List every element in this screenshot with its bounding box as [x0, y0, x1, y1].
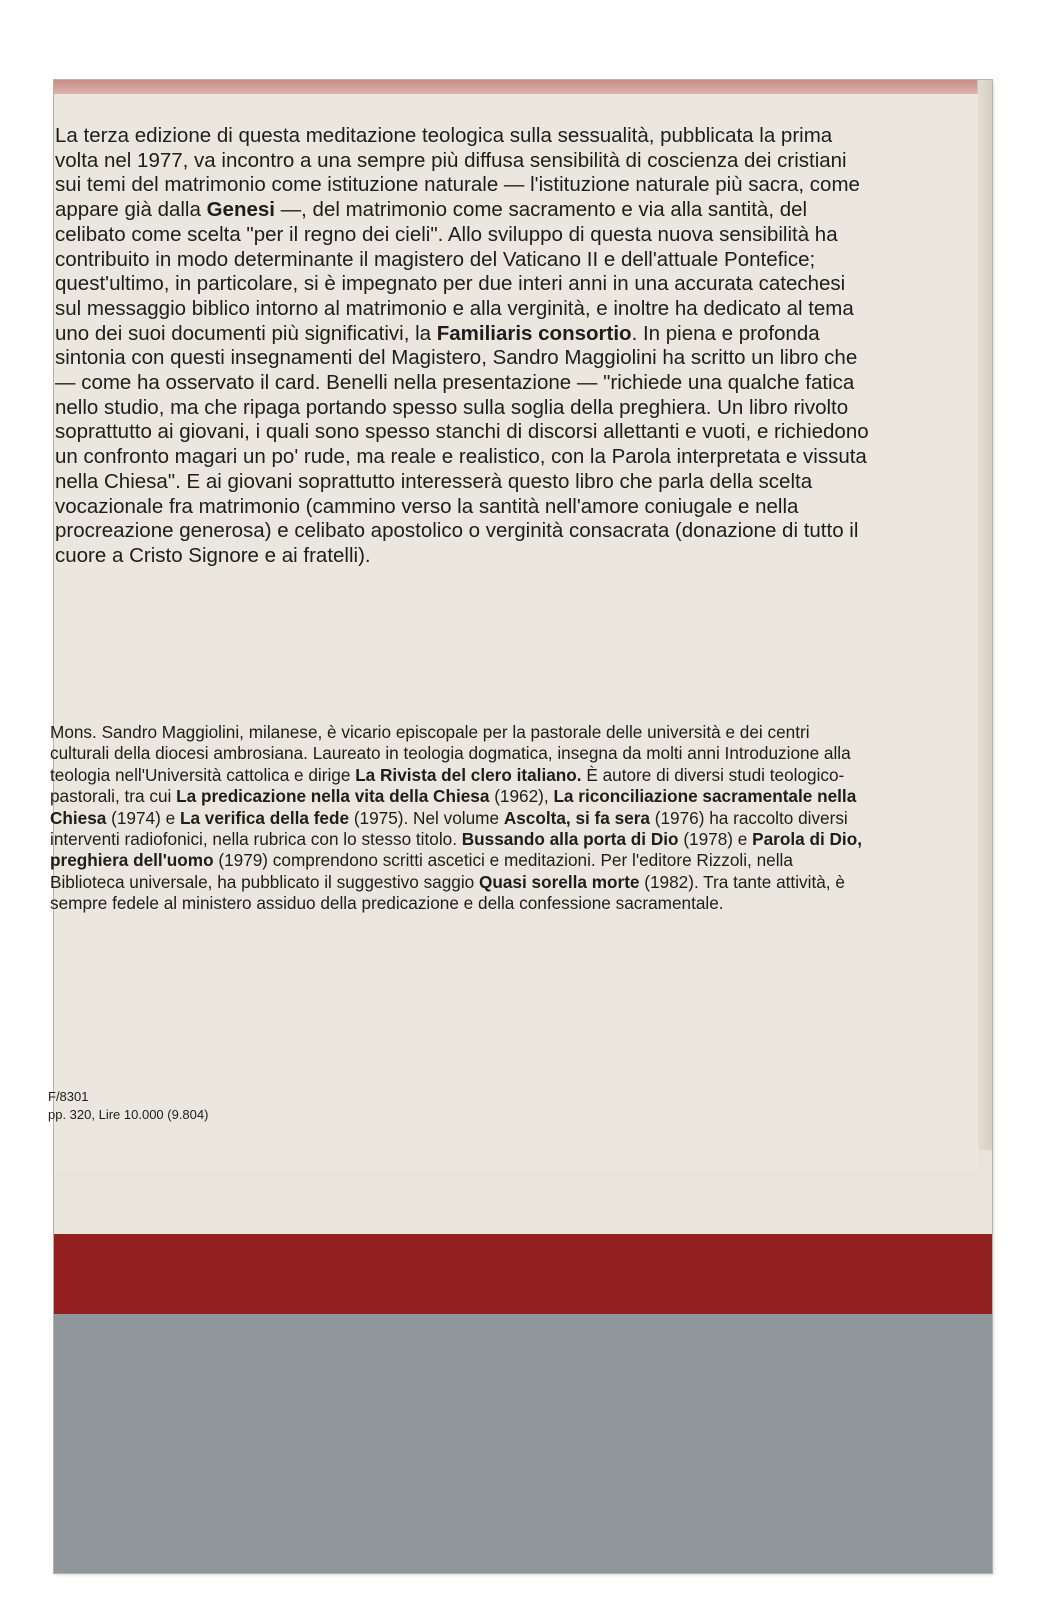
synopsis-text: [55, 124, 870, 569]
bio-part-5: (1975). Nel volume: [349, 807, 504, 828]
bio-title-8: Quasi sorella morte: [479, 871, 640, 892]
bio-part-4: (1974) e: [106, 807, 180, 828]
author-bio: [50, 722, 870, 915]
red-color-band: [54, 1234, 992, 1314]
price-line: pp. 320, Lire 10.000 (9.804): [48, 1107, 209, 1122]
bio-part-6: (1976) ha raccolto diversi interventi radiofonici, nella rubrica con lo stesso titolo.: [50, 807, 848, 850]
synopsis-part-3: . In piena e profonda sintonia con questi insegnamenti del Magistero, Sandro Maggiolini ha scritto un libro che — come ha osservato il card. Benelli nella presentazione — "richiede una qualche fatica nello studio, ma che ripaga portando spesso sulla soglia della preghiera. Un libro rivolto soprattutto ai giovani, i quali sono spesso stanchi di discorsi allettanti e vuoti, e richiedono un confronto magari un po' rude, ma reale e realistico, con la Parola interpretata e vissuta nella Chiesa". E ai giovani soprattutto interesserà questo libro che parla della scelta vocazionale fra matrimonio (cammino verso la santità nell'amore coniugale e nella procreazione generosa) e celibato apostolico o verginità consacrata (donazione di tutto il cuore a Cristo Signore e ai fratelli).: [55, 321, 869, 567]
bio-title-2: La predicazione nella vita della Chiesa: [176, 786, 490, 807]
bio-title-7: Parola di Dio, preghiera dell'uomo: [50, 829, 862, 871]
bio-part-1: Mons. Sandro Maggiolini, milanese, è vicario episcopale per la pastorale delle università e dei centri culturali della diocesi ambrosiana. Laureato in teologia dogmatica, insegna da molti anni Introduzione alla teologia nell'Università cattolica e dirige: [50, 722, 851, 785]
synopsis-part-2: —, del matrimonio come sacramento e via alla santità, del celibato come scelta "per il regno dei cieli". Allo sviluppo di questa nuova sensibilità ha contribuito in modo determinante il magistero del Vaticano II e dell'attuale Pontefice; quest'ultimo, in particolare, si è impegnato per due interi anni in una accurata catechesi sul messaggio biblico intorno al matrimonio e alla verginità, e inoltre ha dedicato al tema uno dei suoi documenti più significativi, la: [55, 198, 854, 345]
bio-part-8: (1979) comprendono scritti ascetici e meditazioni. Per l'editore Rizzoli, nella Biblioteca universale, ha pubblicato il suggestivo saggio: [50, 850, 793, 892]
page-edge-right: [977, 80, 992, 1150]
bio-title-3: La riconciliazione sacramentale nella Chiesa: [50, 786, 857, 828]
page-edge-top: [54, 80, 992, 94]
bio-title-6: Bussando alla porta di Dio: [461, 829, 679, 850]
catalog-code: F/8301: [48, 1089, 89, 1104]
gray-blue-color-band: [54, 1314, 992, 1573]
title-genesi: Genesi: [206, 198, 275, 222]
bio-title-4: La verifica della fede: [179, 807, 350, 828]
title-familiaris-consortio: Familiaris consortio: [436, 321, 632, 345]
synopsis-part-1: La terza edizione di questa meditazione teologica sulla sessualità, pubblicata la prima volta nel 1977, va incontro a una sempre più diffusa sensibilità di coscienza dei cristiani sui temi del matrimonio come istituzione naturale — l'istituzione naturale più sacra, come appare già dalla: [55, 124, 860, 222]
bio-title-1: La Rivista del clero italiano.: [355, 764, 582, 785]
bio-part-9: (1982). Tra tante attività, è sempre fedele al ministero assiduo della predicazione e della confessione sacramentale.: [50, 871, 845, 914]
bio-part-2: È autore di diversi studi teologico-pastorali, tra cui: [50, 764, 845, 807]
bio-part-3: (1962),: [489, 786, 554, 807]
bio-title-5: Ascolta, si fa sera: [503, 807, 650, 828]
bio-part-7: (1978) e: [678, 829, 753, 850]
catalog-info: [48, 1088, 208, 1124]
